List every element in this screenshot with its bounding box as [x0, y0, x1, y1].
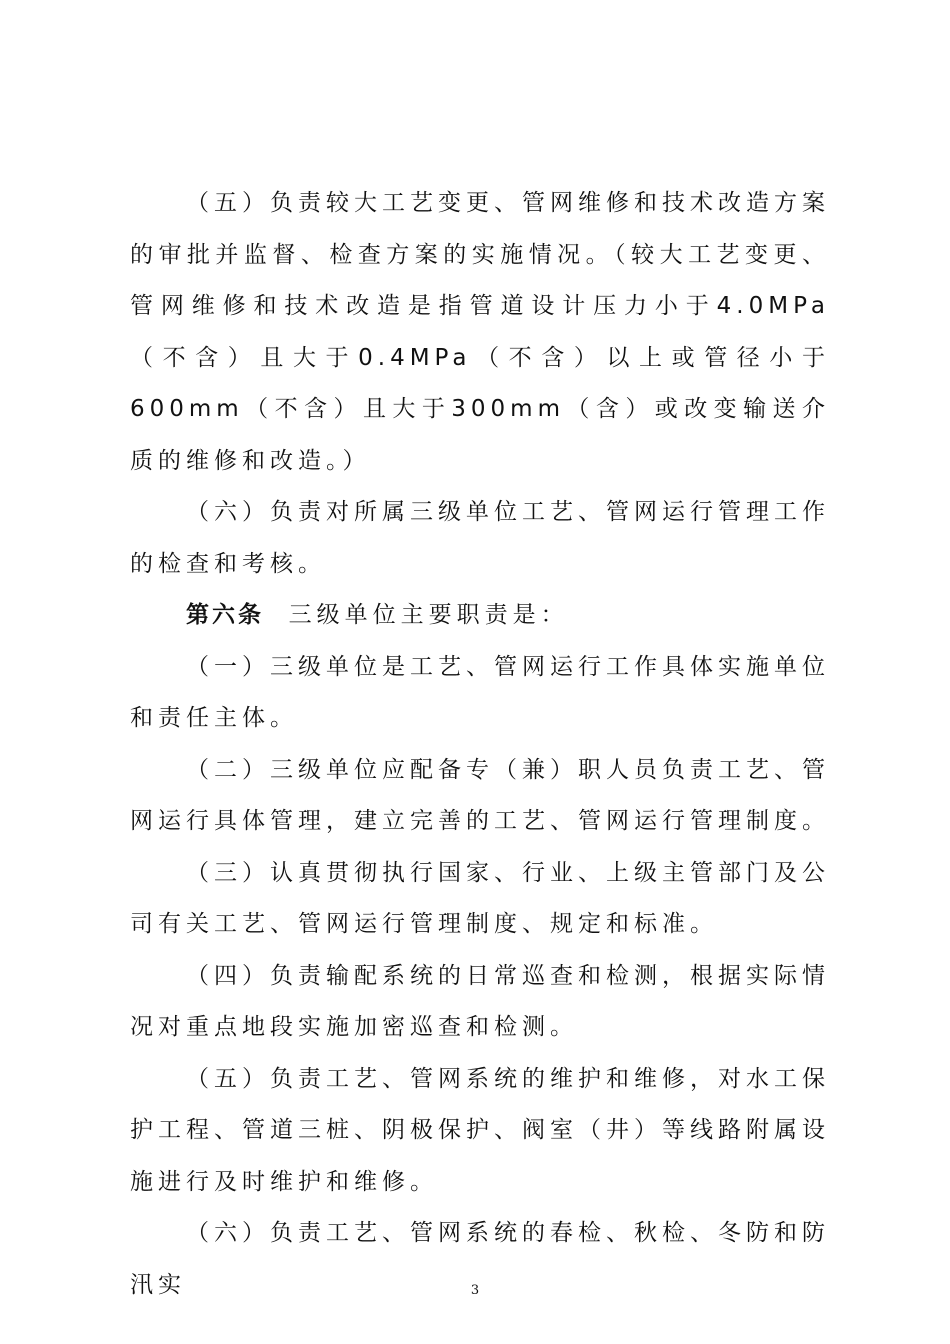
article-6-heading: 第六条: [186, 602, 264, 628]
article-6-item-1: （一）三级单位是工艺、管网运行工作具体实施单位和责任主体。: [130, 653, 830, 731]
article-6-item-6: （六）负责工艺、管网系统的春检、秋检、冬防和防汛实: [130, 1220, 830, 1298]
paragraph-item-6: （六）负责对所属三级单位工艺、管网运行管理工作的检查和考核。: [130, 499, 830, 577]
page-number: 3: [470, 1283, 480, 1298]
article-6-heading-line: [130, 590, 830, 642]
article-6-item-4: （四）负责输配系统的日常巡查和检测，根据实际情况对重点地段实施加密巡查和检测。: [130, 962, 830, 1040]
article-6-item-3: （三）认真贯彻执行国家、行业、上级主管部门及公司有关工艺、管网运行管理制度、规定和标准。: [130, 859, 830, 937]
article-6-intro: 三级单位主要职责是：: [288, 602, 569, 628]
paragraph-item-5: （五）负责较大工艺变更、管网维修和技术改造方案的审批并监督、检查方案的实施情况。（较大工艺变更、管网维修和技术改造是指管道设计压力小于4.0MPa（不含）且大于0.4MPa（不含）以上或管径小于600mm（不含）且大于300mm（含）或改变输送介质的维修和改造。）: [130, 190, 830, 474]
document-body: [130, 178, 830, 1311]
article-6-item-5: （五）负责工艺、管网系统的维护和维修，对水工保护工程、管道三桩、阴极保护、阀室（井）等线路附属设施进行及时维护和维修。: [130, 1065, 830, 1195]
article-6-item-2: （二）三级单位应配备专（兼）职人员负责工艺、管网运行具体管理，建立完善的工艺、管网运行管理制度。: [130, 756, 830, 834]
